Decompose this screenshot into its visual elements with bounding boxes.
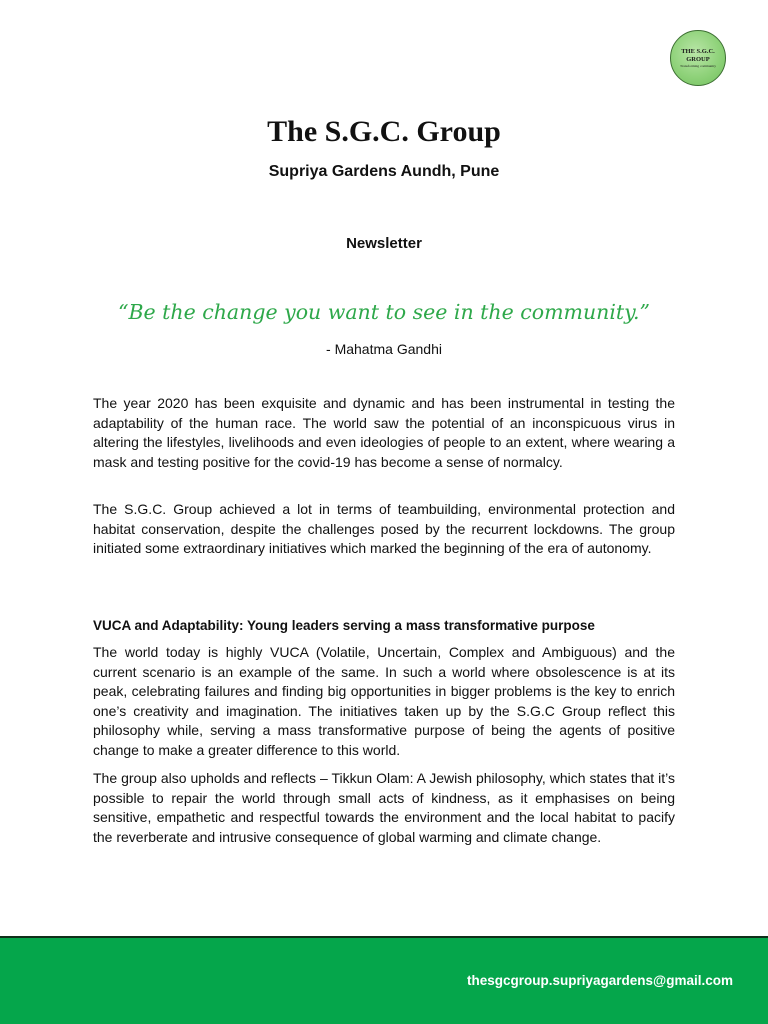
- intro-paragraph-2: The S.G.C. Group achieved a lot in terms of teambuilding, environmental protection and habitat conservation, despite the challenges posed by the recurrent lockdowns. The group initiated some extraordinary initiatives which marked the beginning of the era of autonomy.: [93, 501, 675, 556]
- section-paragraph-2: The group also upholds and reflects – Tikkun Olam: A Jewish philosophy, which states that it’s possible to repair the world through small acts of kindness, as it emphasises on being sensitive, empathetic and respectful towards the environment and the local habitat to pacify the reverberate and intrusive consequence of global warming and climate change.: [93, 770, 675, 845]
- footer-bar: [0, 936, 768, 1024]
- sgc-logo: [670, 30, 726, 86]
- logo-name: THE S.G.C. GROUP: [681, 48, 715, 63]
- quote-author: - Mahatma Gandhi: [326, 341, 442, 357]
- page-title: The S.G.C. Group: [267, 115, 501, 148]
- quote-text: “Be the change you want to see in the community.”: [117, 300, 651, 324]
- page-subtitle: Supriya Gardens Aundh, Pune: [268, 163, 500, 180]
- intro-paragraph-1: The year 2020 has been exquisite and dynamic and has been instrumental in testing the adaptability of the human race. The world saw the potential of an inconspicuous virus in altering the lifestyles, livelihoods and even ideologies of people to an extent, where wearing a mask and testing positive for the covid-19 has become a sense of normalcy.: [93, 395, 675, 470]
- logo-tagline: Transforming community: [680, 64, 716, 68]
- section-paragraph-1: The world today is highly VUCA (Volatile, Uncertain, Complex and Ambiguous) and the current scenario is an example of the same. In such a world where obsolescence is at its peak, celebrating failures and finding big opportunities in bigger problems is the key to enrich one’s creativity and imagination. The initiatives taken up by the S.G.C Group reflect this philosophy while, serving a mass transformative purpose of being the agents of positive change to make a greater difference to this world.: [93, 644, 675, 758]
- section-heading: VUCA and Adaptability: Young leaders serving a mass transformative purpose: [93, 618, 595, 633]
- footer-email: thesgcgroup.supriyagardens@gmail.com: [467, 973, 733, 988]
- document-type-heading: Newsletter: [346, 235, 422, 252]
